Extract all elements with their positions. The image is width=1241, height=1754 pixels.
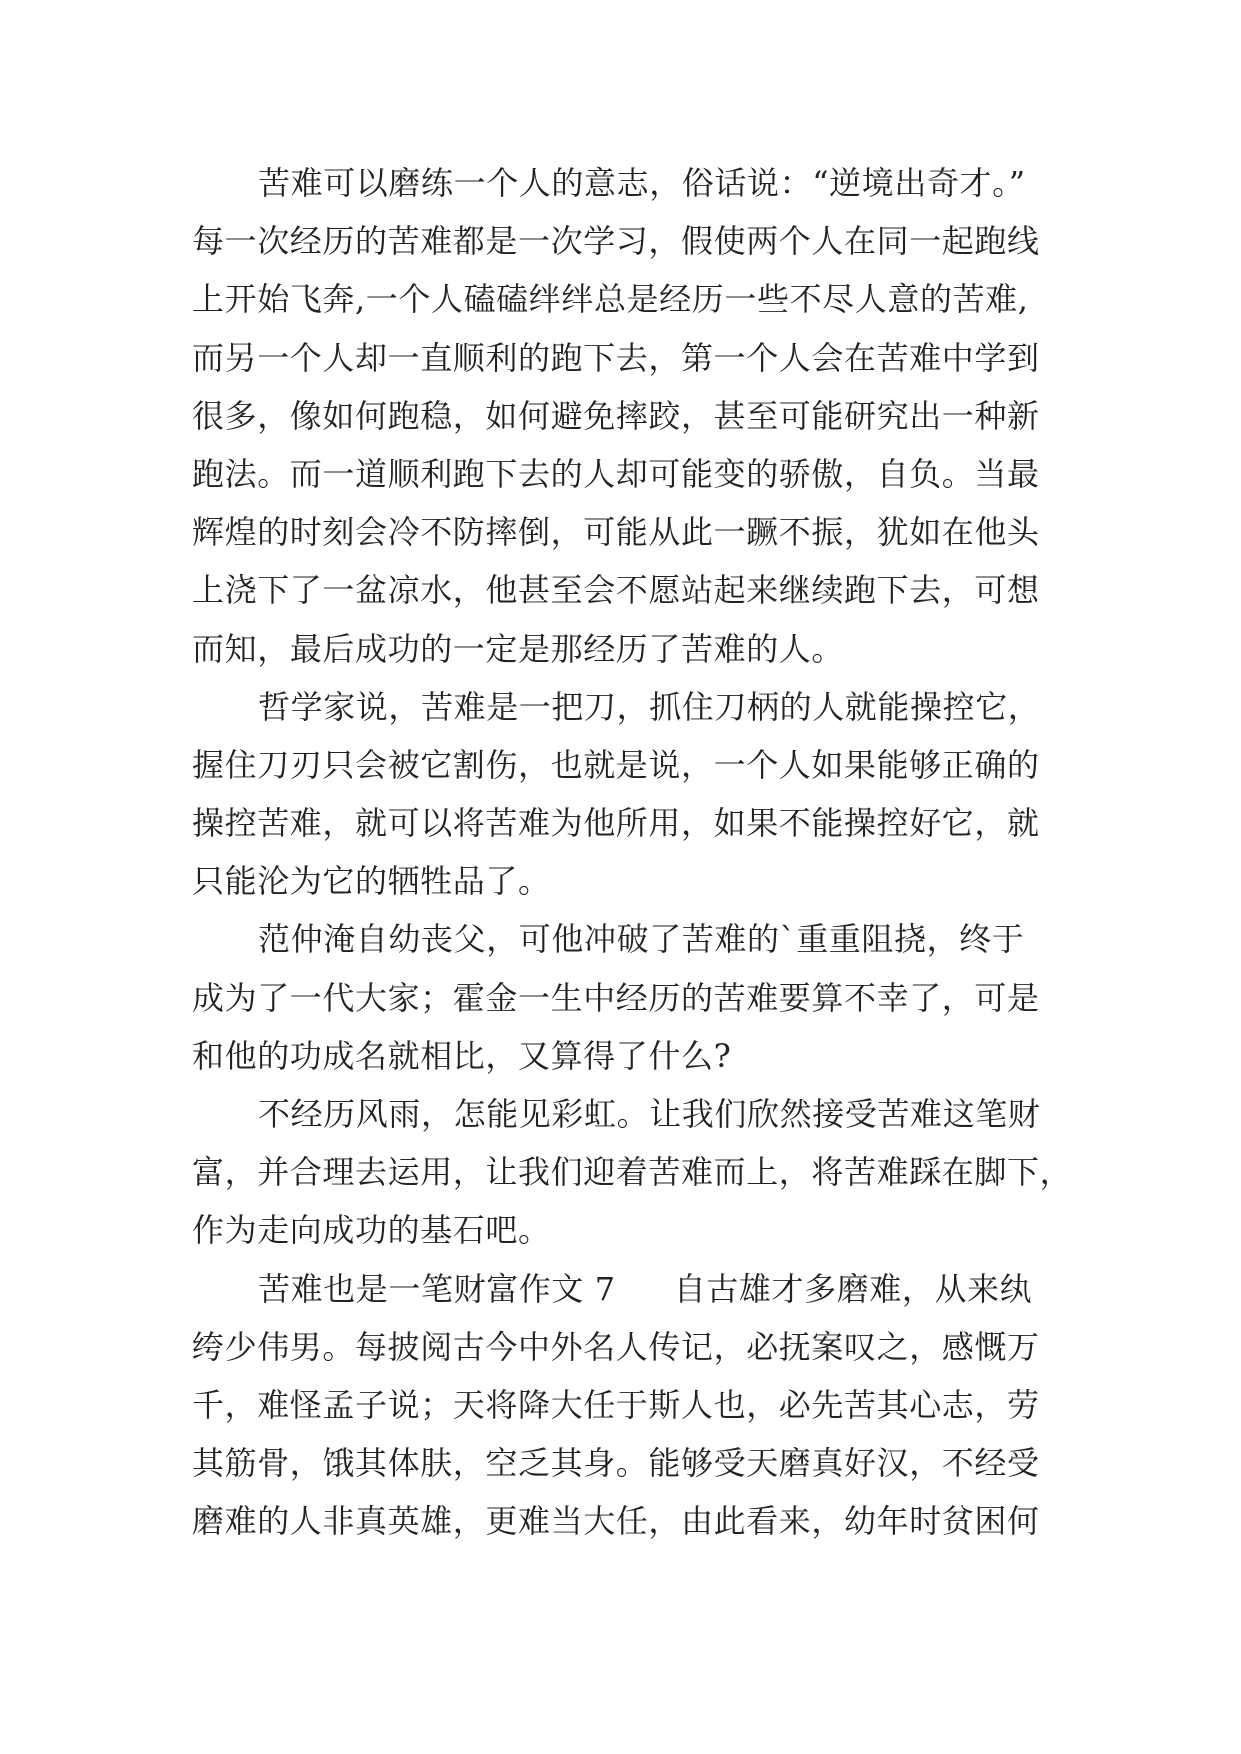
paragraph-line: 辉煌的时刻会冷不防摔倒，可能从此一蹶不振，犹如在他头: [192, 513, 1040, 552]
paragraph-line: 握住刀刃只会被它割伤，也就是说，一个人如果能够正确的: [192, 745, 1040, 784]
paragraph-line: 和他的功成名就相比，又算得了什么?: [192, 1036, 732, 1075]
paragraph-line: 操控苦难，就可以将苦难为他所用，如果不能操控好它，就: [192, 804, 1040, 843]
paragraph-line: 范仲淹自幼丧父，可他冲破了苦难的`重重阻挠，终于: [258, 920, 1025, 959]
paragraph-line: 而知，最后成功的一定是那经历了苦难的人。: [192, 629, 845, 668]
paragraph-line: 富，并合理去运用，让我们迎着苦难而上，将苦难踩在脚下，: [192, 1153, 1073, 1192]
paragraph-line: 千，难怪孟子说；天将降大任于斯人也，必先苦其心志，劳: [192, 1385, 1040, 1424]
paragraph-line: 作为走向成功的基石吧。: [192, 1211, 551, 1250]
paragraph-line: 跑法。而一道顺利跑下去的人却可能变的骄傲，自负。当最: [192, 454, 1040, 493]
paragraph-line: 其筋骨，饿其体肤，空乏其身。能够受天磨真好汉，不经受: [192, 1444, 1040, 1483]
paragraph-line: 绔少伟男。每披阅古今中外名人传记，必抚案叹之，感慨万: [192, 1327, 1040, 1366]
paragraph-line: 哲学家说，苦难是一把刀，抓住刀柄的人就能操控它，: [258, 687, 1041, 726]
paragraph-line: 不经历风雨，怎能见彩虹。让我们欣然接受苦难这笔财: [258, 1095, 1041, 1133]
paragraph-line: 上开始飞奔,一个人磕磕绊绊总是经历一些不尽人意的苦难,: [192, 280, 1029, 319]
paragraph-line: 上浇下了一盆凉水，他甚至会不愿站起来继续跑下去，可想: [192, 571, 1040, 610]
paragraph-line: 只能沦为它的牺牲品了。: [192, 862, 551, 901]
heading-line: [192, 1260, 1092, 1318]
paragraph-text: 自古雄才多磨难，从来纨: [673, 1269, 1033, 1308]
paragraph-line: 每一次经历的苦难都是一次学习，假使两个人在同一起跑线: [192, 222, 1040, 261]
section-heading: 苦难也是一笔财富作文 7: [258, 1269, 616, 1308]
paragraph-line: 苦难可以磨练一个人的意志，俗话说：“逆境出奇才。”: [258, 164, 1026, 202]
paragraph-line: 成为了一代大家；霍金一生中经历的苦难要算不幸了，可是: [192, 978, 1040, 1017]
document-body: [192, 154, 1092, 1551]
paragraph-line: 很多，像如何跑稳，如何避免摔跤，甚至可能研究出一种新: [192, 396, 1040, 435]
paragraph-line: 而另一个人却一直顺利的跑下去，第一个人会在苦难中学到: [192, 338, 1040, 377]
paragraph-line: 磨难的人非真英雄，更难当大任，由此看来，幼年时贫困何: [192, 1502, 1040, 1541]
